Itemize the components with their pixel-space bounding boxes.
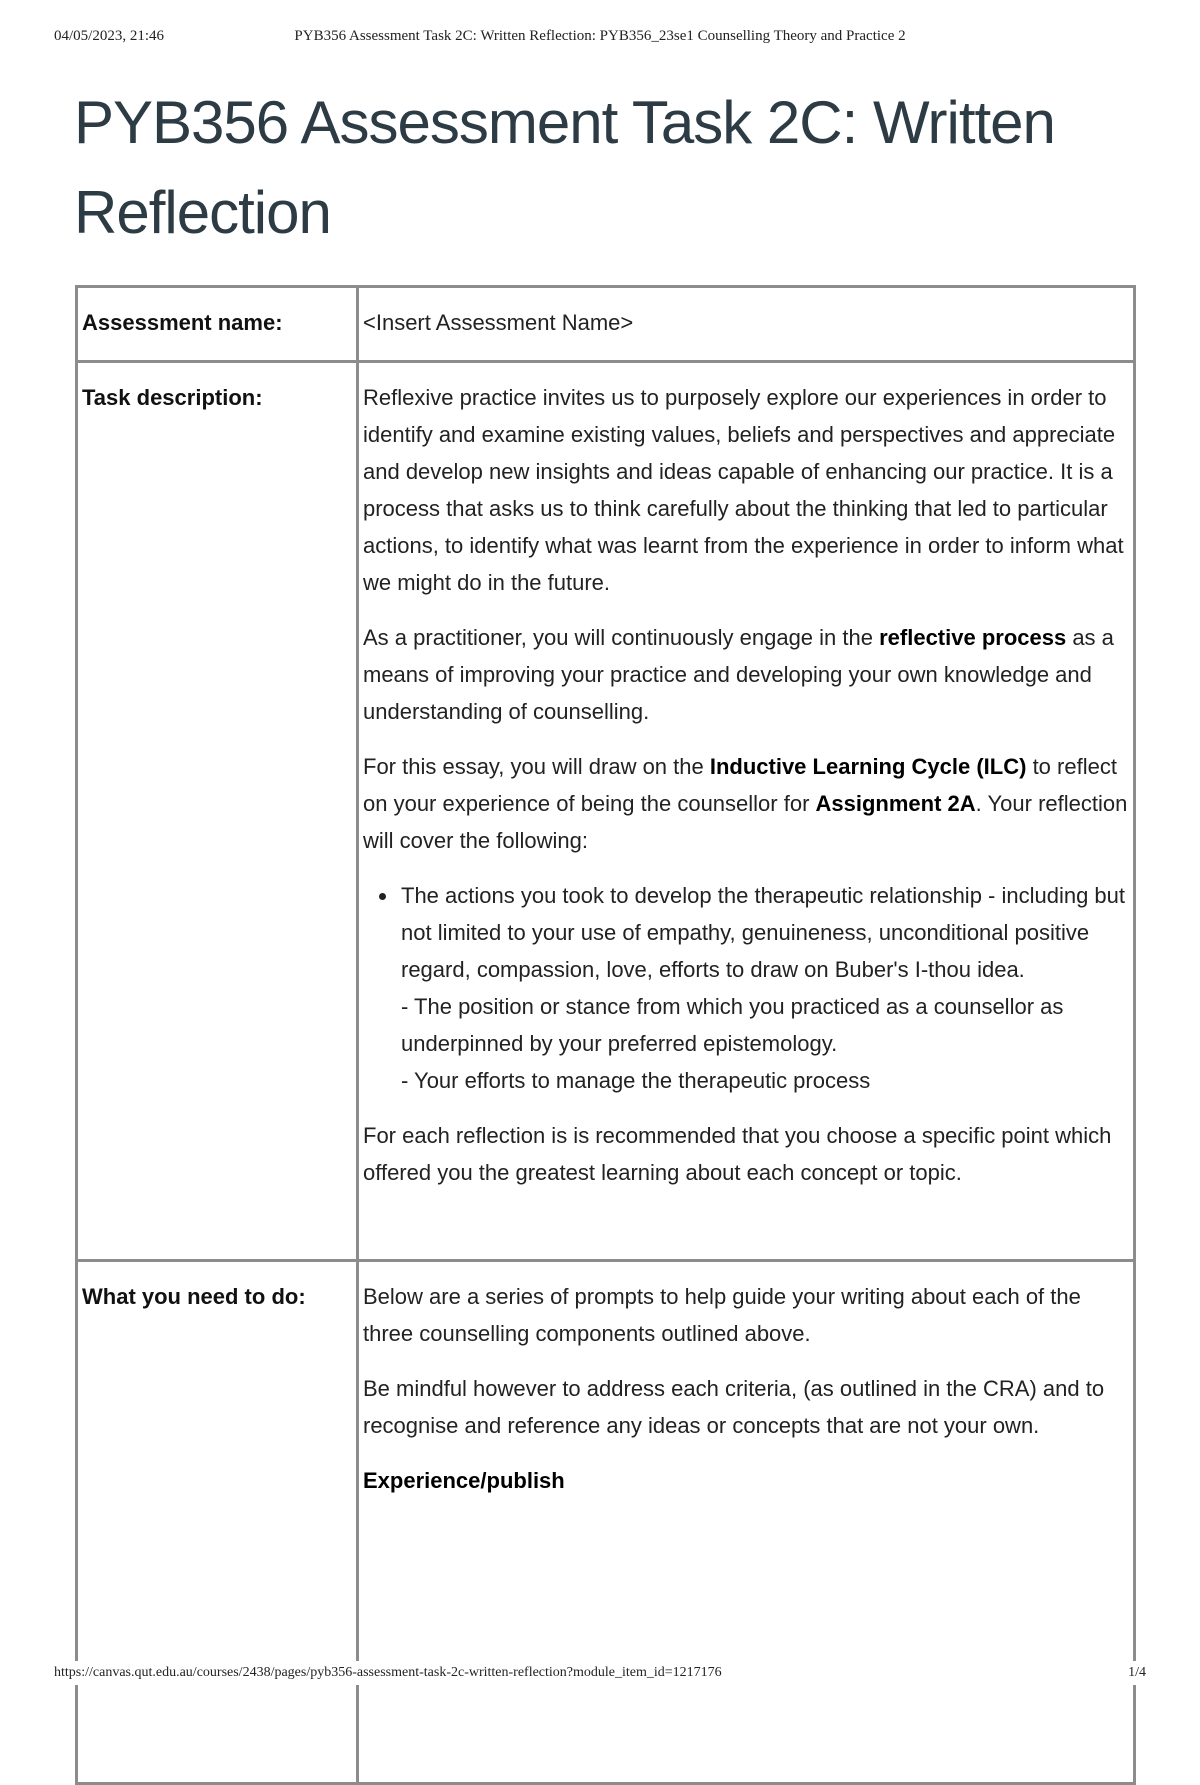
print-footer bbox=[54, 1661, 1146, 1685]
task-p2-text: As a practitioner, you will continuously engage in the bbox=[363, 625, 880, 650]
task-paragraph-3 bbox=[363, 748, 1129, 859]
assessment-name-value: <Insert Assessment Name> bbox=[358, 287, 1135, 362]
task-description-label: Task description: bbox=[77, 362, 358, 1261]
reflective-process-emphasis: reflective process bbox=[879, 625, 1067, 650]
task-p3-text-mid: to reflect on your experience of being the counsellor for bbox=[363, 754, 1117, 816]
task-paragraph-2 bbox=[363, 619, 1129, 730]
task-p3-text-end: . Your reflection will cover the following: bbox=[363, 791, 1128, 853]
assessment-name-label: Assessment name: bbox=[77, 287, 358, 362]
list-item bbox=[399, 877, 1129, 1099]
assessment-table bbox=[75, 285, 1136, 1785]
task-p2-text-end: as a means of improving your practice and developing your own knowledge and understanding of counselling. bbox=[363, 625, 1114, 724]
page-url-link[interactable]: https://canvas.qut.edu.au/courses/2438/pages/pyb356-assessment-task-2c-written-reflection?module_item_id=1217176 bbox=[54, 1665, 722, 1680]
topic-relationship: • The actions you took to develop the therapeutic relationship - including but not limited to your use of empathy, genuineness, unconditional positive regard, compassion, love, efforts to draw on Buber's I-thou idea. bbox=[401, 883, 1126, 982]
task-paragraph-1: Reflexive practice invites us to purposely explore our experiences in order to identify and examine existing values, beliefs and perspectives and appreciate and develop new insights and ideas capable of enhancing our practice. It is a process that asks us to think carefully about the thinking that led to particular actions, to identify what was learnt from the experience in order to inform what we might do in the future. bbox=[363, 385, 1124, 595]
topic-stance: - The position or stance from which you practiced as a counsellor as underpinned by your preferred epistemology. bbox=[401, 994, 1064, 1056]
reflection-topics-list bbox=[363, 877, 1129, 1099]
page-number: 1/4 bbox=[1128, 1665, 1146, 1680]
row-task-description bbox=[77, 362, 1135, 1261]
page-title: PYB356 Assessment Task 2C: Written Reflection bbox=[74, 89, 1055, 246]
assignment-2a-emphasis: Assignment 2A bbox=[815, 791, 976, 816]
task-paragraph-4: For each reflection is is recommended that you choose a specific point which offered you the greatest learning about each concept or topic. bbox=[363, 1123, 1112, 1185]
what-to-do-label: What you need to do: bbox=[77, 1261, 358, 1784]
experience-publish-heading: Experience/publish bbox=[363, 1468, 565, 1493]
what-to-do-content bbox=[358, 1261, 1135, 1784]
topic-process: - Your efforts to manage the therapeutic process bbox=[401, 1068, 871, 1093]
print-datetime: 04/05/2023, 21:46 bbox=[54, 28, 165, 44]
what-paragraph-2: Be mindful however to address each criteria, (as outlined in the CRA) and to recognise and reference any ideas or concepts that are not your own. bbox=[363, 1376, 1105, 1438]
row-what-to-do bbox=[77, 1261, 1135, 1784]
task-description-content bbox=[358, 362, 1135, 1261]
print-header bbox=[54, 28, 1146, 52]
task-p3-text: For this essay, you will draw on the bbox=[363, 754, 710, 779]
ilc-emphasis: Inductive Learning Cycle (ILC) bbox=[709, 754, 1027, 779]
what-paragraph-1: Below are a series of prompts to help guide your writing about each of the three counselling components outlined above. bbox=[363, 1284, 1081, 1346]
print-doc-title: PYB356 Assessment Task 2C: Written Reflection: PYB356_23se1 Counselling Theory and Practice 2 bbox=[294, 28, 906, 44]
row-assessment-name bbox=[77, 287, 1135, 362]
